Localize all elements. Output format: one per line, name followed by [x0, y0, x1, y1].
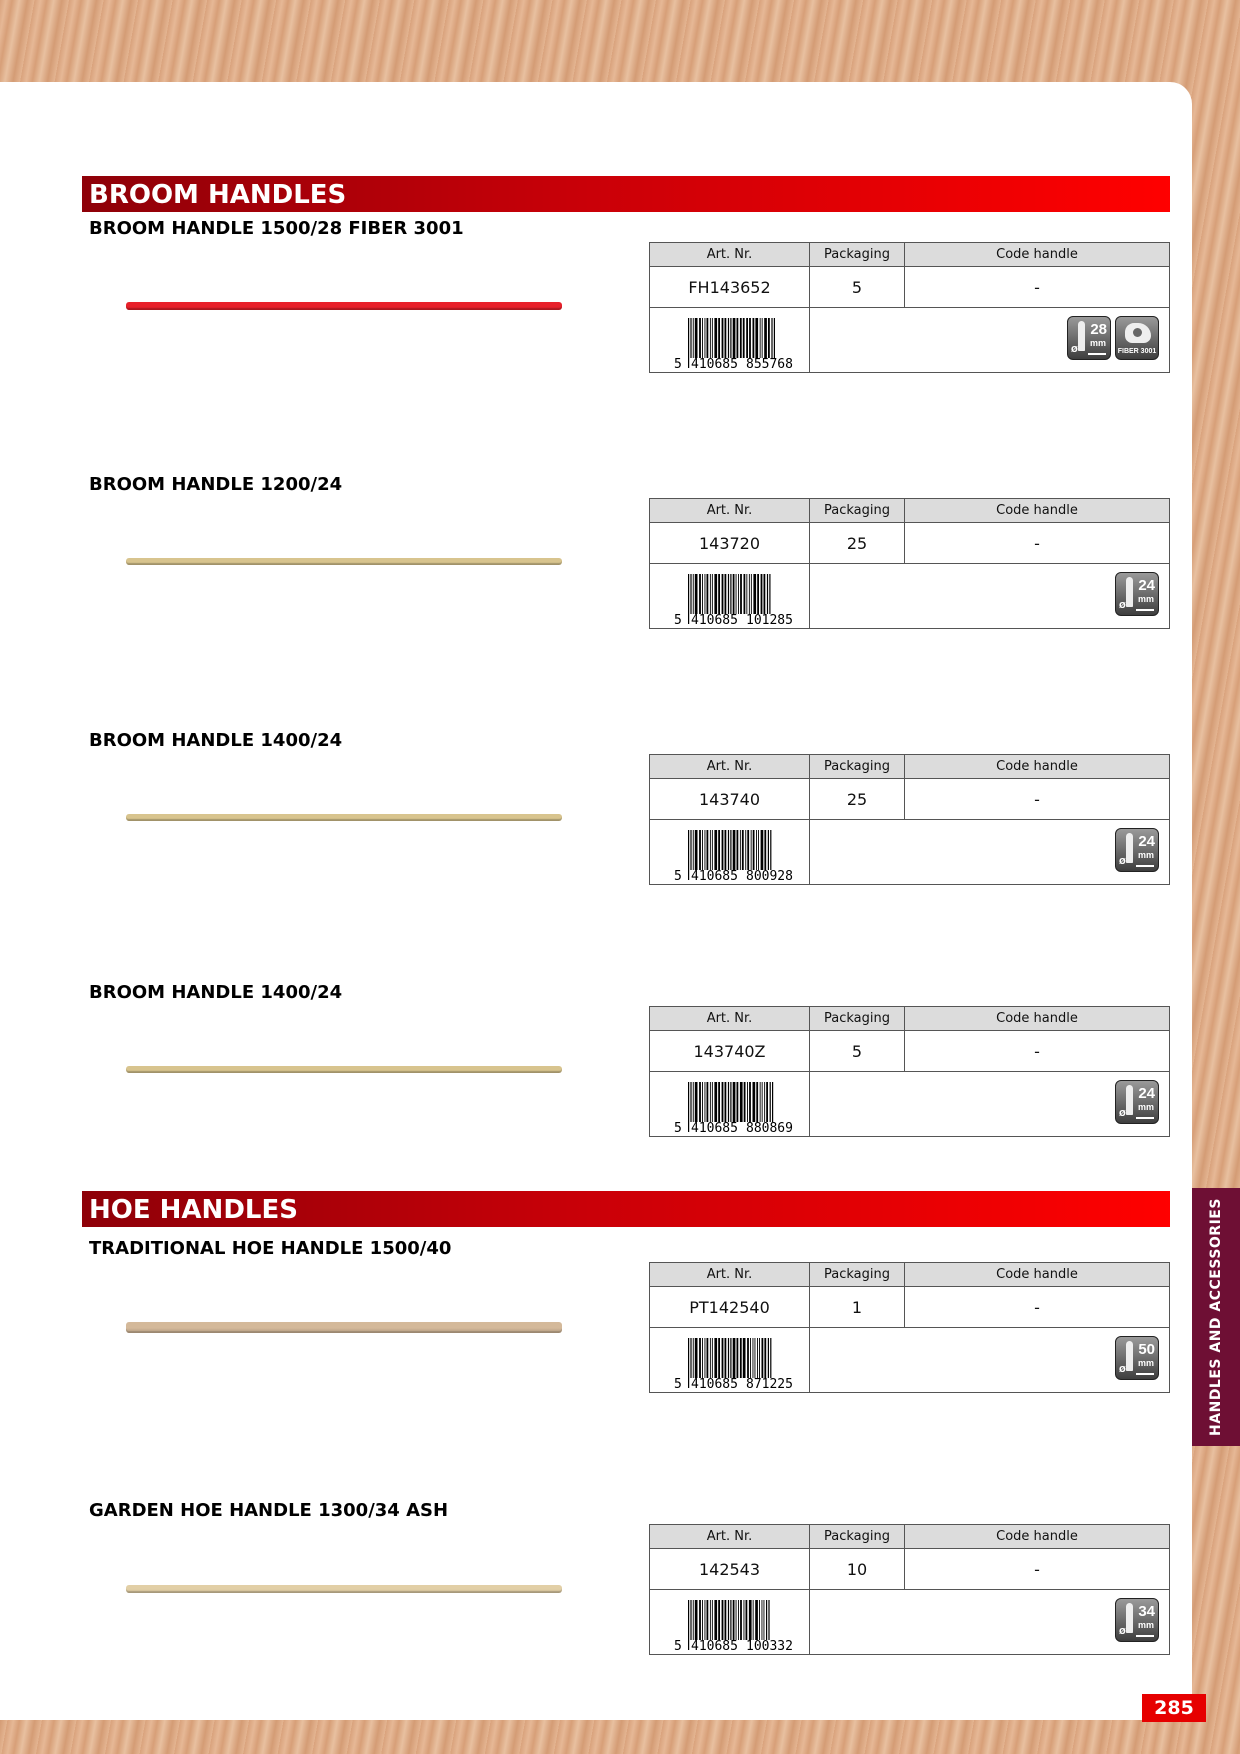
- barcode: [650, 1072, 810, 1136]
- barcode-bar: [764, 1082, 765, 1122]
- barcode-bar: [753, 574, 756, 614]
- barcode-bar: [710, 318, 711, 358]
- barcode-bar: [705, 1082, 706, 1122]
- packaging-value: 1: [810, 1287, 905, 1327]
- barcode-bar: [714, 574, 717, 614]
- barcode-bar: [693, 1082, 694, 1122]
- barcode-bar: [705, 318, 706, 358]
- barcode-bar: [725, 1600, 727, 1640]
- barcode-bar: [764, 574, 766, 614]
- barcode-first-digit: 5: [674, 869, 682, 884]
- art-nr-value: 143720: [650, 523, 810, 563]
- header-packaging: Packaging: [810, 1263, 905, 1286]
- header-code-handle: Code handle: [996, 759, 1078, 774]
- icon-group: [1115, 572, 1159, 616]
- packaging-value: 25: [810, 523, 905, 563]
- barcode-bar: [768, 318, 770, 358]
- code-handle-value: -: [1034, 533, 1040, 553]
- code-handle-value: -: [1034, 1297, 1040, 1317]
- barcode-bar: [738, 1600, 739, 1640]
- barcode-bar: [755, 1600, 758, 1640]
- barcode-bar: [688, 1082, 689, 1132]
- barcode-bar: [743, 1338, 746, 1378]
- barcode-bar: [714, 830, 717, 870]
- barcode-bar: [725, 318, 727, 358]
- header-code-handle: Code handle: [996, 1011, 1078, 1026]
- barcode-bar: [688, 1600, 689, 1650]
- barcode-bar: [733, 1082, 736, 1122]
- barcode-bar: [764, 1600, 765, 1640]
- barcode-bar: [740, 574, 742, 614]
- code-handle-value: -: [1034, 1041, 1040, 1061]
- barcode-bar: [710, 830, 711, 870]
- code-handle-value: -: [1034, 277, 1040, 297]
- header-packaging: Packaging: [810, 755, 905, 778]
- product-table: [649, 754, 1170, 885]
- barcode-bar: [702, 830, 703, 870]
- barcode-bar: [757, 574, 759, 614]
- barcode-bar: [699, 318, 701, 358]
- barcode-graphic: [650, 308, 808, 372]
- barcode-bar: [712, 1082, 713, 1122]
- barcode-bar: [707, 1338, 709, 1378]
- barcode-bar: [759, 1338, 760, 1378]
- barcode-bar: [756, 830, 757, 870]
- barcode-bar: [744, 1082, 746, 1122]
- diameter-icon: Ø 24 mm: [1115, 1080, 1159, 1124]
- barcode-bar: [750, 1338, 751, 1378]
- diameter-icon: Ø 34 mm: [1115, 1598, 1159, 1642]
- art-nr-value: 143740Z: [650, 1031, 810, 1071]
- barcode-bar: [746, 1600, 748, 1640]
- barcode-right-digits: 101285: [746, 613, 793, 628]
- barcode-bar: [705, 830, 706, 870]
- barcode-bar: [746, 318, 748, 358]
- barcode-bar: [699, 830, 701, 870]
- barcode-bar: [688, 318, 689, 368]
- barcode-bar: [705, 1600, 706, 1640]
- header-packaging: Packaging: [810, 499, 905, 522]
- header-art-nr: Art. Nr.: [650, 755, 810, 778]
- barcode-bar: [751, 574, 752, 614]
- barcode-left-digits: 410685: [691, 1377, 738, 1392]
- barcode-bar: [712, 318, 713, 358]
- code-handle-value: -: [1034, 789, 1040, 809]
- icon-group: [1115, 828, 1159, 872]
- header-packaging: Packaging: [810, 1525, 905, 1548]
- product-title: BROOM HANDLE 1400/24: [89, 982, 343, 1003]
- barcode-bar: [744, 1600, 745, 1640]
- barcode: [650, 1590, 810, 1654]
- barcode-first-digit: 5: [674, 357, 682, 372]
- product-title: BROOM HANDLE 1200/24: [89, 474, 343, 495]
- barcode-bar: [712, 574, 713, 614]
- barcode-bar: [766, 1082, 768, 1122]
- product-image-handle: [126, 302, 562, 310]
- barcode-bar: [693, 1338, 694, 1378]
- barcode-first-digit: 5: [674, 1377, 682, 1392]
- product-title: TRADITIONAL HOE HANDLE 1500/40: [89, 1238, 452, 1259]
- barcode-bar: [738, 574, 739, 614]
- barcode: [650, 308, 810, 372]
- barcode-bar: [753, 1338, 754, 1378]
- barcode-bar: [749, 574, 750, 614]
- barcode-bar: [740, 1338, 742, 1378]
- barcode-bar: [740, 1600, 742, 1640]
- barcode-bar: [733, 1338, 736, 1378]
- fiber-icon: FIBER 3001: [1115, 316, 1159, 360]
- barcode-bar: [702, 318, 703, 358]
- product-title: BROOM HANDLE 1400/24: [89, 730, 343, 751]
- art-nr-value: 143740: [650, 779, 810, 819]
- barcode-bar: [702, 1338, 703, 1378]
- header-art-nr: Art. Nr.: [650, 1263, 810, 1286]
- barcode-bar: [762, 1338, 764, 1378]
- diameter-icon: Ø 50 mm: [1115, 1336, 1159, 1380]
- barcode-graphic: [650, 1328, 808, 1392]
- barcode-bar: [725, 830, 727, 870]
- packaging-value: 5: [810, 1031, 905, 1071]
- product-image-handle: [126, 1066, 562, 1073]
- diameter-icon: Ø 28 mm: [1067, 316, 1111, 360]
- barcode-first-digit: 5: [674, 1639, 682, 1654]
- barcode-bar: [760, 318, 761, 358]
- barcode-bar: [722, 574, 724, 614]
- barcode-graphic: [650, 1590, 808, 1654]
- product-table: [649, 1262, 1170, 1393]
- barcode-bar: [758, 830, 759, 870]
- barcode-bar: [718, 574, 720, 614]
- header-code-handle: Code handle: [996, 1529, 1078, 1544]
- barcode-left-digits: 410685: [691, 869, 738, 884]
- barcode-right-digits: 855768: [746, 357, 793, 372]
- barcode-bar: [699, 1082, 701, 1122]
- barcode-bar: [737, 1338, 739, 1378]
- product-title: GARDEN HOE HANDLE 1300/34 ASH: [89, 1500, 449, 1521]
- barcode: [650, 1328, 810, 1392]
- barcode-bar: [705, 1338, 706, 1378]
- barcode-bar: [710, 574, 711, 614]
- side-tab: [1192, 1188, 1240, 1446]
- barcode-bar: [707, 1600, 709, 1640]
- barcode-bar: [740, 830, 741, 870]
- barcode-bar: [718, 830, 720, 870]
- barcode-bar: [710, 1338, 711, 1378]
- barcode-graphic: [650, 1072, 808, 1136]
- barcode-bar: [762, 1600, 763, 1640]
- product-image-handle: [126, 814, 562, 821]
- barcode-graphic: [650, 820, 808, 884]
- art-nr-value: 142543: [650, 1549, 810, 1589]
- icon-group: [1067, 316, 1159, 360]
- barcode-left-digits: 410685: [691, 357, 738, 372]
- barcode-right-digits: 871225: [746, 1377, 793, 1392]
- barcode-bar: [749, 1600, 752, 1640]
- product-table: [649, 1006, 1170, 1137]
- barcode-bar: [699, 1600, 701, 1640]
- barcode-bar: [756, 1082, 758, 1122]
- barcode-left-digits: 410685: [691, 613, 738, 628]
- packaging-value: 5: [810, 267, 905, 307]
- header-art-nr: Art. Nr.: [650, 1525, 810, 1548]
- barcode-left-digits: 410685: [691, 1121, 738, 1136]
- barcode-bar: [737, 830, 739, 870]
- barcode-bar: [693, 1600, 694, 1640]
- barcode-bar: [745, 830, 746, 870]
- barcode-bar: [718, 318, 720, 358]
- barcode-bar: [722, 318, 724, 358]
- barcode-bar: [764, 318, 767, 358]
- product-title: BROOM HANDLE 1500/28 FIBER 3001: [89, 218, 464, 239]
- barcode-bar: [743, 318, 745, 358]
- barcode-bar: [722, 1338, 724, 1378]
- header-packaging: Packaging: [810, 243, 905, 266]
- product-image-handle: [126, 1585, 562, 1593]
- header-code-handle: Code handle: [996, 503, 1078, 518]
- barcode-bar: [714, 318, 717, 358]
- page-number: 285: [1142, 1694, 1206, 1722]
- barcode: [650, 820, 810, 884]
- barcode-bar: [702, 1082, 703, 1122]
- barcode-bar: [688, 830, 689, 880]
- barcode-bar: [725, 574, 727, 614]
- barcode-bar: [707, 1082, 709, 1122]
- icon-group: [1115, 1336, 1159, 1380]
- code-handle-value: -: [1034, 1559, 1040, 1579]
- barcode-bar: [718, 1082, 720, 1122]
- diameter-icon: Ø 24 mm: [1115, 828, 1159, 872]
- barcode-bar: [733, 574, 735, 614]
- barcode-bar: [699, 1338, 701, 1378]
- barcode-right-digits: 800928: [746, 869, 793, 884]
- side-tab-label: HANDLES AND ACCESSORIES: [1208, 1198, 1224, 1436]
- diameter-icon: Ø 24 mm: [1115, 572, 1159, 616]
- barcode-bar: [751, 830, 752, 870]
- barcode-bar: [710, 1600, 711, 1640]
- barcode-bar: [695, 830, 698, 870]
- barcode-bar: [705, 574, 706, 614]
- barcode-bar: [722, 1600, 724, 1640]
- barcode-bar: [760, 1082, 761, 1122]
- barcode-bar: [725, 1082, 727, 1122]
- barcode-bar: [742, 830, 744, 870]
- barcode-bar: [712, 1338, 713, 1378]
- product-table: [649, 1524, 1170, 1655]
- art-nr-value: PT142540: [650, 1287, 810, 1327]
- product-image-handle: [126, 558, 562, 565]
- barcode-bar: [714, 1338, 717, 1378]
- header-code-handle: Code handle: [996, 247, 1078, 262]
- icon-group: [1115, 1598, 1159, 1642]
- barcode-bar: [733, 1600, 735, 1640]
- product-image-handle: [126, 1322, 562, 1333]
- barcode-left-digits: 410685: [691, 1639, 738, 1654]
- barcode-bar: [693, 318, 694, 358]
- barcode-bar: [693, 830, 694, 870]
- barcode-bar: [695, 318, 698, 358]
- barcode-bar: [753, 1082, 756, 1122]
- section-header-hoe-handles: HOE HANDLES: [82, 1191, 1170, 1227]
- packaging-value: 10: [810, 1549, 905, 1589]
- barcode-bar: [740, 1082, 743, 1122]
- barcode-bar: [747, 830, 749, 870]
- barcode-bar: [695, 1338, 698, 1378]
- barcode-bar: [714, 1600, 717, 1640]
- barcode-bar: [707, 574, 709, 614]
- barcode-bar: [764, 1338, 766, 1378]
- barcode-bar: [736, 574, 737, 614]
- barcode-bar: [759, 1600, 760, 1640]
- barcode-bar: [688, 1338, 689, 1388]
- barcode-graphic: [650, 564, 808, 628]
- product-table: [649, 498, 1170, 629]
- barcode-first-digit: 5: [674, 613, 682, 628]
- barcode: [650, 564, 810, 628]
- barcode-bar: [762, 318, 763, 358]
- barcode-bar: [714, 1082, 717, 1122]
- icon-group: [1115, 1080, 1159, 1124]
- barcode-right-digits: 100332: [746, 1639, 793, 1654]
- barcode-bar: [702, 1600, 703, 1640]
- barcode-bar: [718, 1600, 720, 1640]
- barcode-bar: [699, 574, 701, 614]
- product-table: [649, 242, 1170, 373]
- barcode-bar: [749, 318, 751, 358]
- barcode-bar: [747, 1082, 748, 1122]
- barcode-bar: [762, 1082, 763, 1122]
- barcode-bar: [736, 1600, 737, 1640]
- barcode-bar: [755, 318, 758, 358]
- barcode-bar: [764, 830, 766, 870]
- barcode-bar: [746, 574, 747, 614]
- barcode-bar: [707, 830, 709, 870]
- barcode-bar: [755, 1338, 756, 1378]
- barcode-bar: [744, 574, 746, 614]
- header-art-nr: Art. Nr.: [650, 1007, 810, 1030]
- barcode-bar: [710, 1082, 711, 1122]
- barcode-bar: [722, 1082, 724, 1122]
- barcode-bar: [712, 1600, 713, 1640]
- barcode-bar: [718, 1338, 720, 1378]
- barcode-right-digits: 880869: [746, 1121, 793, 1136]
- header-packaging: Packaging: [810, 1007, 905, 1030]
- barcode-bar: [712, 830, 713, 870]
- barcode-bar: [725, 1338, 727, 1378]
- barcode-first-digit: 5: [674, 1121, 682, 1136]
- barcode-bar: [733, 318, 736, 358]
- barcode-bar: [722, 830, 724, 870]
- header-art-nr: Art. Nr.: [650, 499, 810, 522]
- barcode-bar: [693, 574, 694, 614]
- barcode-bar: [733, 830, 736, 870]
- barcode-bar: [740, 318, 742, 358]
- barcode-bar: [747, 1338, 749, 1378]
- packaging-value: 25: [810, 779, 905, 819]
- barcode-bar: [688, 574, 689, 624]
- barcode-bar: [753, 1600, 754, 1640]
- barcode-bar: [707, 318, 709, 358]
- barcode-bar: [753, 830, 755, 870]
- art-nr-value: FH143652: [650, 267, 810, 307]
- barcode-bar: [749, 1082, 751, 1122]
- barcode-bar: [695, 1082, 698, 1122]
- barcode-bar: [695, 574, 698, 614]
- section-header-broom-handles: BROOM HANDLES: [82, 176, 1170, 212]
- header-art-nr: Art. Nr.: [650, 243, 810, 266]
- barcode-bar: [737, 1082, 739, 1122]
- barcode-bar: [757, 1338, 758, 1378]
- barcode-bar: [761, 830, 764, 870]
- barcode-bar: [695, 1600, 698, 1640]
- barcode-bar: [737, 318, 739, 358]
- header-code-handle: Code handle: [996, 1267, 1078, 1282]
- barcode-bar: [702, 574, 703, 614]
- barcode-bar: [753, 318, 755, 358]
- barcode-bar: [761, 574, 763, 614]
